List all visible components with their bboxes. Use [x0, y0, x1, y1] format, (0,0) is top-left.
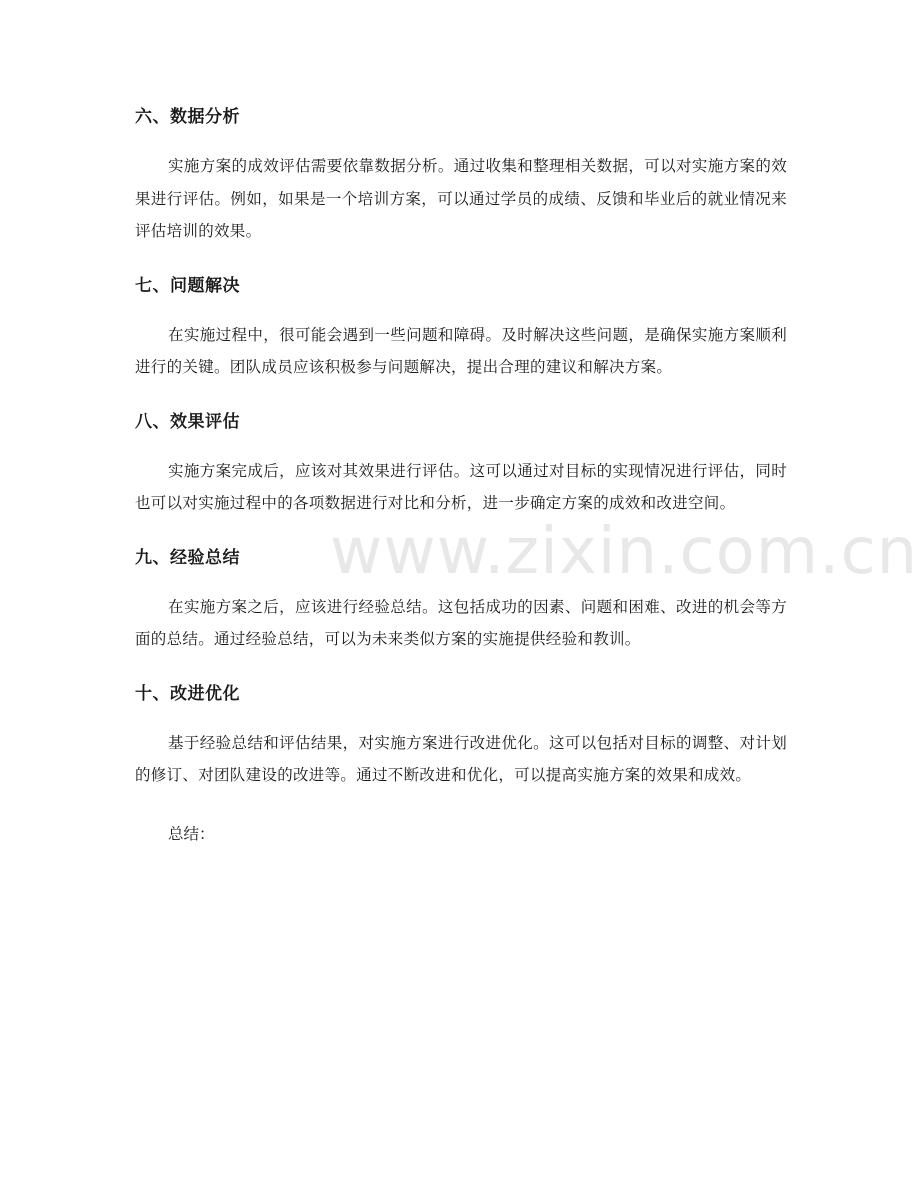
section-paragraph: 实施方案完成后，应该对其效果进行评估。这可以通过对目标的实现情况进行评估，同时也可以对实施过程中的各项数据进行对比和分析，进一步确定方案的成效和改进空间。	[135, 461, 787, 512]
section-paragraph: 在实施过程中，很可能会遇到一些问题和障碍。及时解决这些问题，是确保实施方案顺利进行的关键。团队成员应该积极参与问题解决，提出合理的建议和解决方案。	[135, 325, 787, 376]
section-paragraph: 实施方案的成效评估需要依靠数据分析。通过收集和整理相关数据，可以对实施方案的效果进行评估。例如，如果是一个培训方案，可以通过学员的成绩、反馈和毕业后的就业情况来评估培训的效果。	[135, 157, 787, 240]
section-problem-solving	[135, 274, 787, 384]
summary-label: 总结：	[168, 824, 215, 843]
section-paragraph: 在实施方案之后，应该进行经验总结。这包括成功的因素、问题和困难、改进的机会等方面的总结。通过经验总结，可以为未来类似方案的实施提供经验和教训。	[135, 597, 787, 648]
section-paragraph: 基于经验总结和评估结果，对实施方案进行改进优化。这可以包括对目标的调整、对计划的修订、对团队建设的改进等。通过不断改进和优化，可以提高实施方案的效果和成效。	[135, 733, 787, 784]
watermark: www.zixin.com.cn	[330, 515, 919, 589]
section-improvement	[135, 682, 787, 792]
document-page	[135, 105, 787, 850]
section-heading: 六、数据分析	[135, 107, 240, 127]
section-data-analysis	[135, 105, 787, 248]
section-heading: 七、问题解决	[135, 275, 240, 296]
section-heading: 十、改进优化	[135, 683, 240, 704]
section-effect-evaluation	[135, 410, 787, 520]
section-heading: 八、效果评估	[135, 411, 240, 432]
section-heading: 九、经验总结	[135, 547, 240, 568]
section-experience-summary	[135, 546, 787, 656]
